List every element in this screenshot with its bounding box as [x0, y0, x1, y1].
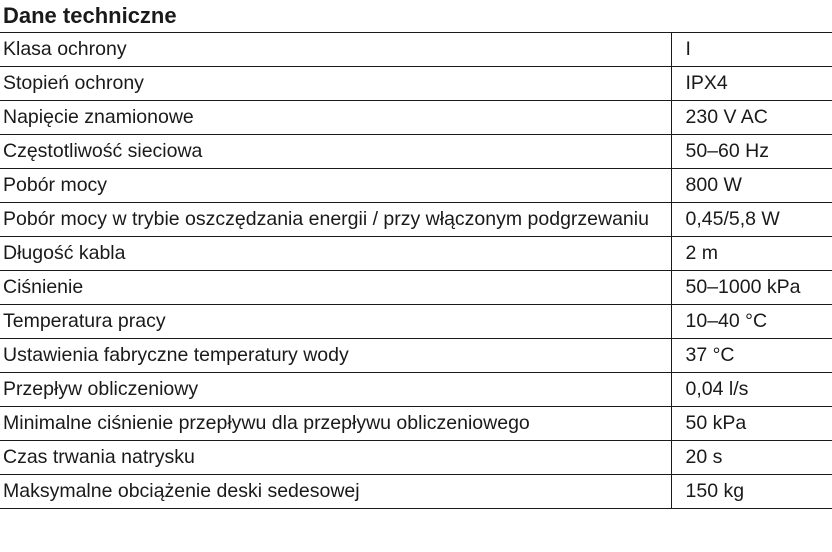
table-row — [0, 237, 832, 271]
table-row — [0, 135, 832, 169]
spec-label: Przepływ obliczeniowy — [0, 373, 671, 407]
spec-value: 2 m — [671, 237, 832, 271]
spec-label: Pobór mocy w trybie oszczędzania energii / przy włączonym podgrzewaniu — [0, 203, 671, 237]
spec-value: 20 s — [671, 441, 832, 475]
spec-value: IPX4 — [671, 67, 832, 101]
spec-label: Pobór mocy — [0, 169, 671, 203]
spec-value: I — [671, 33, 832, 67]
spec-value: 800 W — [671, 169, 832, 203]
table-row — [0, 339, 832, 373]
table-row — [0, 67, 832, 101]
spec-value: 0,45/5,8 W — [671, 203, 832, 237]
spec-value: 0,04 l/s — [671, 373, 832, 407]
table-row — [0, 475, 832, 509]
spec-value: 50–60 Hz — [671, 135, 832, 169]
table-row — [0, 203, 832, 237]
spec-value: 150 kg — [671, 475, 832, 509]
spec-value: 50–1000 kPa — [671, 271, 832, 305]
table-row — [0, 33, 832, 67]
spec-value: 230 V AC — [671, 101, 832, 135]
spec-value: 37 °C — [671, 339, 832, 373]
spec-value: 10–40 °C — [671, 305, 832, 339]
spec-label: Ciśnienie — [0, 271, 671, 305]
technical-data-table — [0, 32, 832, 509]
spec-label: Częstotliwość sieciowa — [0, 135, 671, 169]
spec-label: Długość kabla — [0, 237, 671, 271]
spec-label: Stopień ochrony — [0, 67, 671, 101]
table-row — [0, 305, 832, 339]
table-row — [0, 101, 832, 135]
table-row — [0, 169, 832, 203]
spec-label: Ustawienia fabryczne temperatury wody — [0, 339, 671, 373]
spec-value: 50 kPa — [671, 407, 832, 441]
table-row — [0, 271, 832, 305]
table-row — [0, 373, 832, 407]
table-row — [0, 441, 832, 475]
spec-label: Czas trwania natrysku — [0, 441, 671, 475]
spec-label: Klasa ochrony — [0, 33, 671, 67]
spec-label: Temperatura pracy — [0, 305, 671, 339]
table-row — [0, 407, 832, 441]
spec-label: Minimalne ciśnienie przepływu dla przepływu obliczeniowego — [0, 407, 671, 441]
spec-label: Maksymalne obciążenie deski sedesowej — [0, 475, 671, 509]
page-title: Dane techniczne — [3, 3, 177, 28]
spec-label: Napięcie znamionowe — [0, 101, 671, 135]
